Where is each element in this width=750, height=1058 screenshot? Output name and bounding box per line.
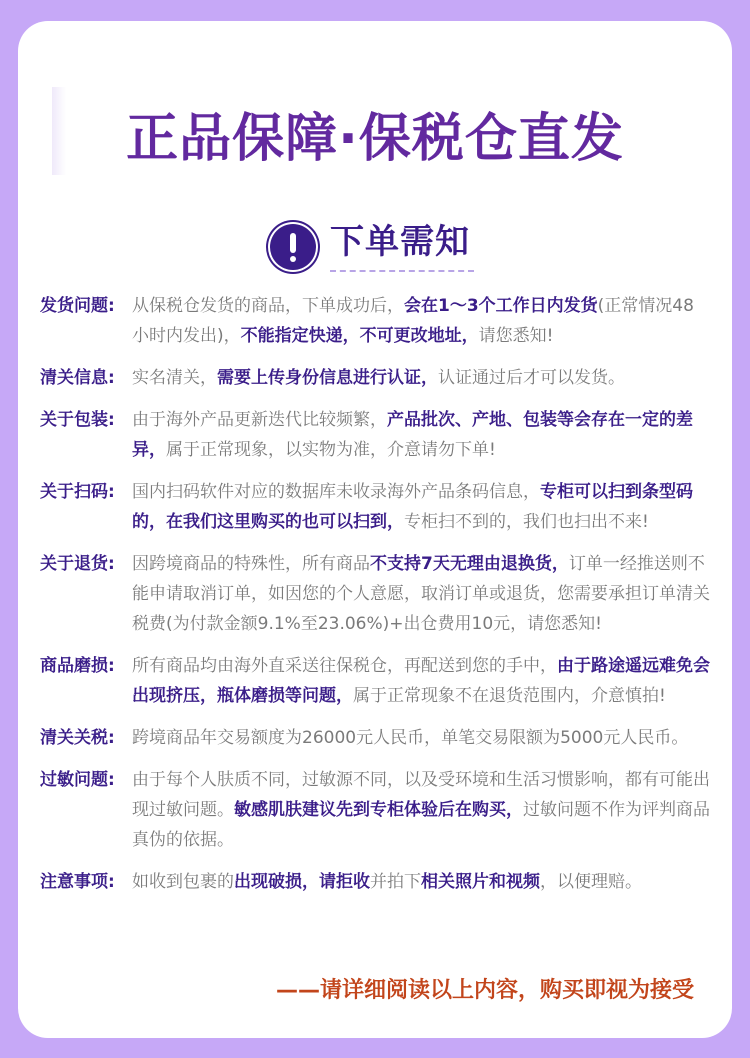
notice-item-text [132, 291, 710, 351]
dashed-underline [330, 270, 474, 272]
notice-emphasis: 专柜可以扫到条型码的，在我们这里购买的也可以扫到， [132, 482, 693, 532]
notice-segment: 国内扫码软件对应的数据库未收录海外产品条码信息， [132, 482, 540, 502]
notice-segment: 属于正常现象，以实物为准，介意请勿下单! [166, 440, 496, 460]
notice-segment: 因跨境商品的特殊性，所有商品 [132, 554, 370, 574]
notice-item-text [132, 363, 710, 393]
notice-segment: 从保税仓发货的商品，下单成功后， [132, 296, 404, 316]
notice-segment: 过敏问题不作为评判商品真伪的依据。 [132, 800, 710, 850]
page-title: 正品保障·保税仓直发 [126, 109, 624, 169]
notice-card [18, 21, 732, 1038]
notice-segment: 所有商品均由海外直采送往保税仓，再配送到您的手中， [132, 656, 557, 676]
notice-item-label: 商品磨损: [40, 656, 115, 676]
notice-segment: 并拍下 [370, 872, 421, 892]
notice-item-text [132, 867, 710, 897]
notice-item [40, 765, 710, 855]
notice-segment: 跨境商品年交易额度为26000元人民币，单笔交易限额为5000元人民币。 [132, 728, 689, 748]
notice-item-text [132, 477, 710, 537]
notice-list [40, 291, 710, 909]
notice-heading [270, 217, 470, 277]
notice-emphasis: 由于路途遥远难免会出现挤压，瓶体磨损等问题， [132, 656, 710, 706]
notice-item [40, 363, 710, 393]
notice-item-label: 过敏问题: [40, 770, 115, 790]
footer-note: ——请详细阅读以上内容，购买即视为接受 [275, 978, 694, 1003]
notice-item-label: 清关信息: [40, 368, 115, 388]
notice-emphasis: 不能指定快递，不可更改地址， [240, 326, 479, 346]
notice-item [40, 723, 710, 753]
notice-item-label: 关于包装: [40, 410, 115, 430]
notice-title-box [330, 222, 470, 272]
notice-item [40, 549, 710, 639]
notice-segment: 属于正常现象不在退货范围内，介意慎拍! [353, 686, 666, 706]
notice-item-label: 发货问题: [40, 296, 115, 316]
notice-title: 下单需知 [330, 222, 470, 262]
notice-emphasis: 敏感肌肤建议先到专柜体验后在购买， [234, 800, 523, 820]
notice-segment: 认证通过后才可以发货。 [438, 368, 625, 388]
notice-item [40, 291, 710, 351]
notice-segment: ，以便理赔。 [540, 872, 642, 892]
notice-item [40, 867, 710, 897]
notice-segment: 实名清关， [132, 368, 217, 388]
notice-segment: 专柜扫不到的，我们也扫出不来! [404, 512, 649, 532]
notice-segment: 如收到包裹的 [132, 872, 234, 892]
notice-item-text [132, 651, 710, 711]
notice-segment: 由于每个人肤质不同，过敏源不同，以及受环境和生活习惯影响，都有可能出现过敏问题。 [132, 770, 710, 820]
notice-item-text [132, 405, 710, 465]
notice-emphasis: 产品批次、产地、包装等会存在一定的差异， [132, 410, 693, 460]
notice-item-text [132, 723, 710, 753]
notice-emphasis: 相关照片和视频 [421, 872, 540, 892]
notice-emphasis: 需要上传身份信息进行认证， [217, 368, 438, 388]
notice-item [40, 405, 710, 465]
notice-item-text [132, 765, 710, 855]
notice-segment: 请您悉知! [478, 326, 554, 346]
exclamation-circle-icon [270, 224, 316, 270]
notice-item-label: 清关关税: [40, 728, 115, 748]
notice-segment: 订单一经推送则不能申请取消订单，如因您的个人意愿，取消订单或退货，您需要承担订单清关税费(为付款金额9.1%至23.06%)+出仓费用10元，请您悉知! [132, 554, 710, 634]
notice-item-label: 关于扫码: [40, 482, 115, 502]
notice-segment: (正常情况48小时内发出)， [132, 296, 694, 346]
notice-segment: 由于海外产品更新迭代比较频繁， [132, 410, 387, 430]
notice-emphasis: 出现破损，请拒收 [234, 872, 370, 892]
notice-emphasis: 不支持7天无理由退换货， [370, 554, 569, 574]
notice-item-text [132, 549, 710, 639]
notice-item [40, 477, 710, 537]
notice-item-label: 注意事项: [40, 872, 115, 892]
notice-emphasis: 会在1～3个工作日内发货 [404, 296, 598, 316]
notice-item [40, 651, 710, 711]
notice-item-label: 关于退货: [40, 554, 115, 574]
